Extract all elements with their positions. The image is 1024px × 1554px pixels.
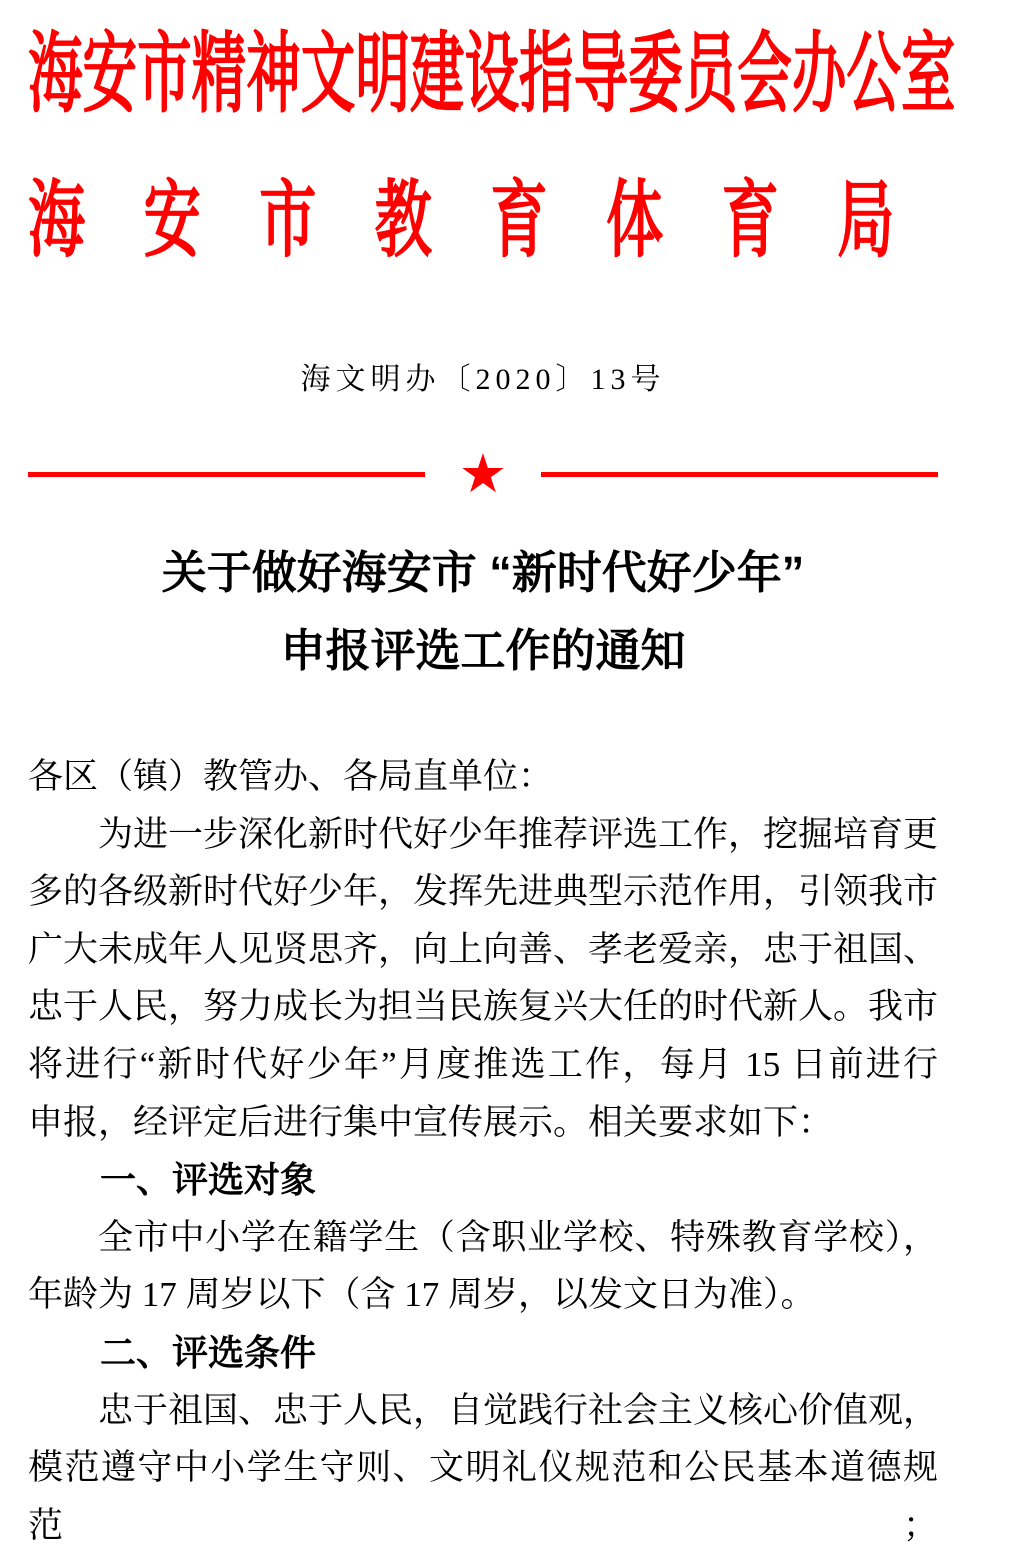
body-line: 将进行“新时代好少年”月度推选工作，每月 15 日前进行	[28, 1044, 938, 1084]
document-page	[0, 24, 1024, 1545]
letterhead-org-line1	[28, 24, 956, 123]
body-line: 广大未成年人见贤思齐，向上向善、孝老爱亲，忠于祖国、	[28, 929, 939, 969]
letterhead-org-line2	[28, 173, 953, 267]
star-icon: ★	[458, 444, 508, 504]
section-heading-2: 二、评选条件	[100, 1331, 317, 1373]
title-line-1: 关于做好海安市 “新时代好少年”	[161, 547, 805, 598]
red-divider	[28, 446, 938, 502]
salutation: 各区（镇）教管办、各局直单位：	[28, 757, 554, 796]
divider-line-left	[28, 472, 425, 477]
body-line: 全市中小学在籍学生（含职业学校、特殊教育学校），	[98, 1217, 938, 1257]
section-heading-1: 一、评选对象	[100, 1159, 317, 1201]
org-name-primary: 海安市精神文明建设指导委员会办公室	[28, 24, 956, 123]
body-line: 申报，经评定后进行集中宣传展示。相关要求如下：	[28, 1102, 834, 1142]
doc-number: 海文明办〔2020〕13号	[300, 363, 666, 396]
body-line: 为进一步深化新时代好少年推荐评选工作，挖掘培育更	[98, 814, 939, 854]
title-line-2: 申报评选工作的通知	[280, 625, 686, 676]
divider-line-right	[541, 472, 938, 477]
body-line: 模范遵守中小学生守则、文明礼仪规范和公民基本道德规范；	[28, 1448, 938, 1545]
document-title	[28, 534, 938, 690]
body-line: 忠于人民，努力成长为担当民族复兴大任的时代新人。我市	[28, 987, 939, 1027]
body-line: 多的各级新时代好少年，发挥先进典型示范作用，引领我市	[28, 872, 939, 912]
body-line: 年龄为 17 周岁以下（含 17 周岁，以发文日为准）。	[28, 1275, 816, 1315]
org-name-secondary: 海安市教育体育局	[28, 173, 953, 267]
body-line: 忠于祖国、忠于人民，自觉践行社会主义核心价值观，	[98, 1390, 939, 1430]
document-body	[28, 748, 938, 1554]
